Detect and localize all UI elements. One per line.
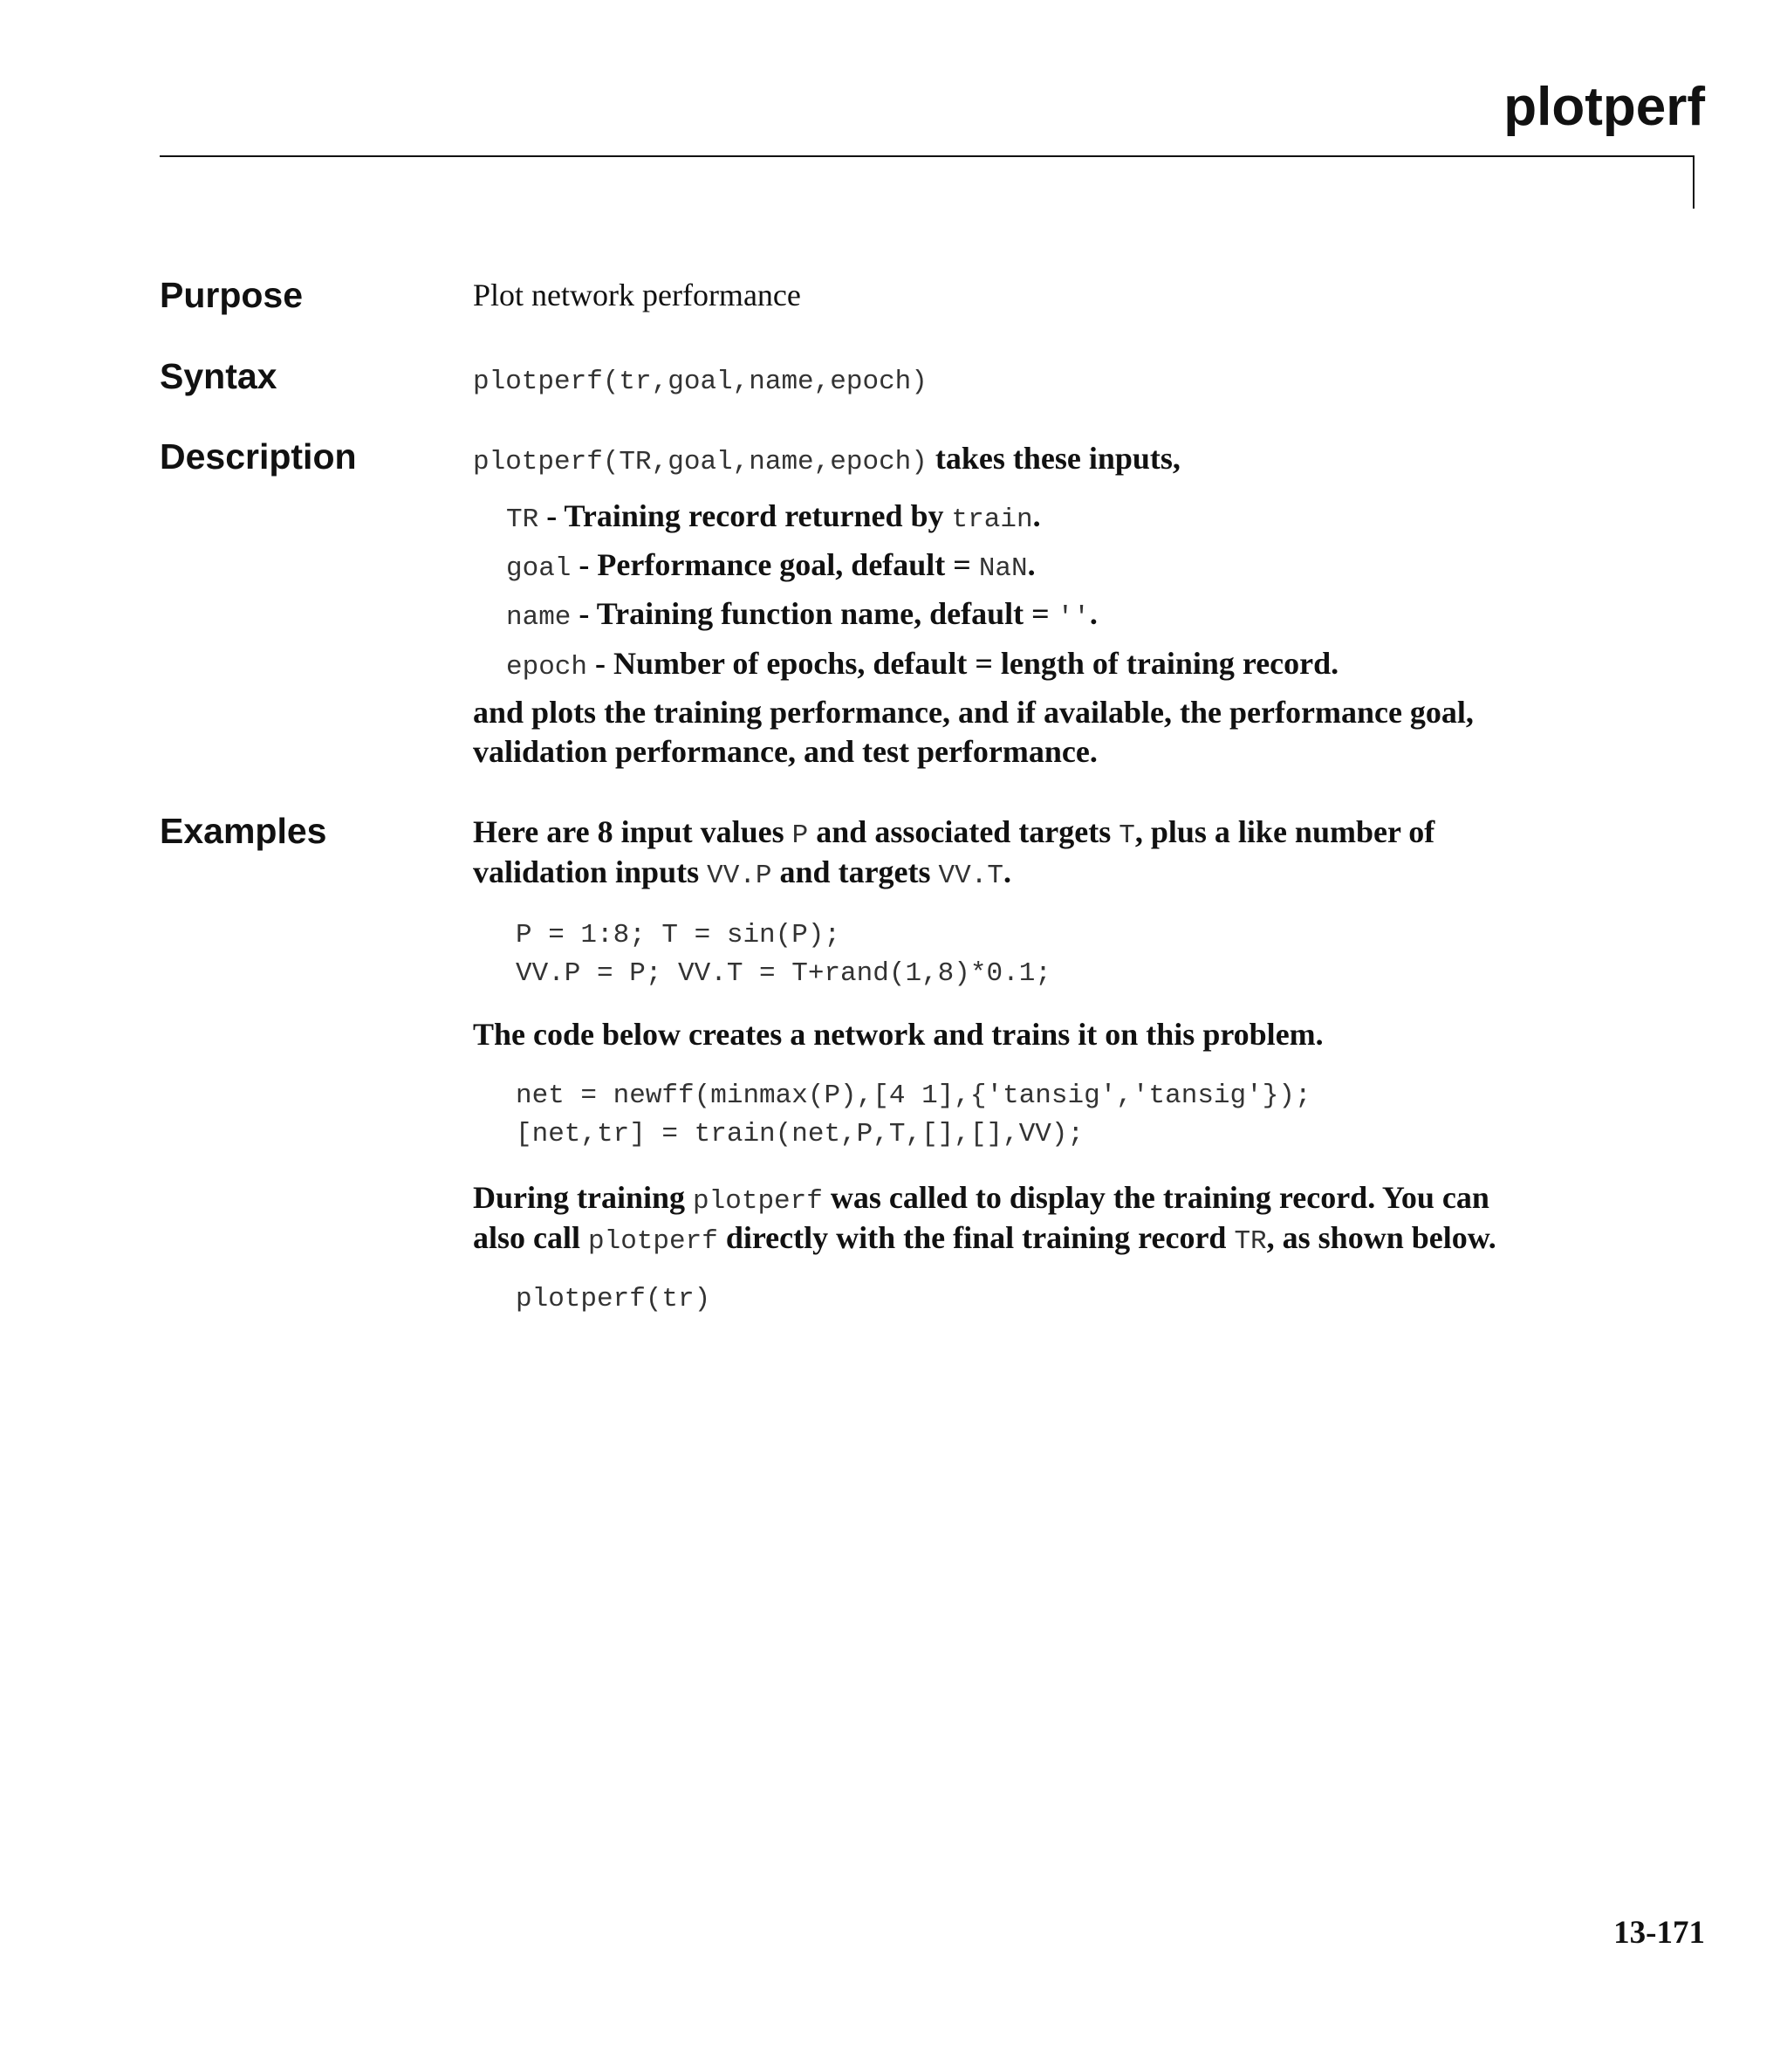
page-title: plotperf bbox=[1503, 77, 1705, 137]
description-intro bbox=[473, 443, 1181, 476]
argument-text-end: . bbox=[1027, 547, 1036, 582]
argument-text-end: . bbox=[1032, 498, 1041, 533]
header-rule-tick bbox=[1693, 155, 1695, 209]
argument-name: name bbox=[506, 602, 572, 633]
argument-text: - Training function name, default = bbox=[571, 596, 1058, 631]
text-run: and targets bbox=[771, 854, 939, 889]
text-run: directly with the final training record bbox=[717, 1220, 1235, 1255]
argument-code: NaN bbox=[978, 553, 1028, 584]
examples-paragraph-3-line-1 bbox=[473, 1182, 1489, 1215]
argument-item-epoch bbox=[506, 648, 1339, 681]
text-run: . bbox=[1003, 854, 1011, 889]
syntax-code: plotperf(tr,goal,name,epoch) bbox=[473, 367, 928, 397]
argument-text: - Training record returned by bbox=[538, 498, 952, 533]
inline-code: T bbox=[1119, 820, 1135, 851]
examples-paragraph-3-line-2 bbox=[473, 1222, 1496, 1255]
text-run: , plus a like number of bbox=[1134, 814, 1435, 849]
argument-item-tr bbox=[506, 500, 1041, 533]
syntax-label: Syntax bbox=[160, 356, 277, 396]
header-rule bbox=[160, 155, 1695, 157]
code-line: net = newff(minmax(P),[4 1],{'tansig','tansig'}); bbox=[516, 1081, 1311, 1111]
text-run: During training bbox=[473, 1180, 694, 1215]
inline-code: VV.P bbox=[707, 861, 772, 891]
code-line: VV.P = P; VV.T = T+rand(1,8)*0.1; bbox=[516, 958, 1051, 989]
examples-label: Examples bbox=[160, 811, 327, 851]
code-line: plotperf(tr) bbox=[516, 1284, 711, 1314]
description-label: Description bbox=[160, 436, 357, 477]
examples-paragraph-2: The code below creates a network and trains it on this problem. bbox=[473, 1017, 1324, 1052]
description-outro-line-2: validation performance, and test performance. bbox=[473, 734, 1098, 769]
argument-name: TR bbox=[506, 504, 539, 535]
argument-name: goal bbox=[506, 553, 572, 584]
argument-text: - Number of epochs, default = length of training record. bbox=[587, 646, 1339, 681]
argument-item-name bbox=[506, 598, 1098, 631]
description-intro-code: plotperf(TR,goal,name,epoch) bbox=[473, 447, 928, 477]
inline-code: plotperf bbox=[588, 1226, 718, 1257]
code-line: [net,tr] = train(net,P,T,[],[],VV); bbox=[516, 1119, 1085, 1149]
inline-code: TR bbox=[1234, 1226, 1267, 1257]
description-intro-text: takes these inputs, bbox=[927, 441, 1181, 476]
inline-code: VV.T bbox=[938, 861, 1003, 891]
text-run: Here are 8 input values bbox=[473, 814, 792, 849]
text-run: and associated targets bbox=[808, 814, 1119, 849]
examples-paragraph-1-line-1 bbox=[473, 816, 1434, 849]
argument-name: epoch bbox=[506, 652, 588, 683]
description-outro-line-1: and plots the training performance, and if available, the performance goal, bbox=[473, 695, 1474, 730]
argument-code: '' bbox=[1057, 602, 1090, 633]
argument-text: - Performance goal, default = bbox=[571, 547, 979, 582]
text-run: validation inputs bbox=[473, 854, 708, 889]
argument-item-goal bbox=[506, 549, 1036, 582]
argument-text-end: . bbox=[1089, 596, 1098, 631]
text-run: , as shown below. bbox=[1266, 1220, 1496, 1255]
inline-code: plotperf bbox=[693, 1186, 823, 1217]
code-line: P = 1:8; T = sin(P); bbox=[516, 920, 841, 950]
argument-code: train bbox=[951, 504, 1033, 535]
text-run: was called to display the training record. You can bbox=[822, 1180, 1489, 1215]
examples-paragraph-1-line-2 bbox=[473, 856, 1011, 889]
text-run: also call bbox=[473, 1220, 588, 1255]
inline-code: P bbox=[791, 820, 809, 851]
purpose-text: Plot network performance bbox=[473, 278, 801, 312]
purpose-label: Purpose bbox=[160, 275, 304, 315]
page-number: 13-171 bbox=[1613, 1915, 1705, 1951]
